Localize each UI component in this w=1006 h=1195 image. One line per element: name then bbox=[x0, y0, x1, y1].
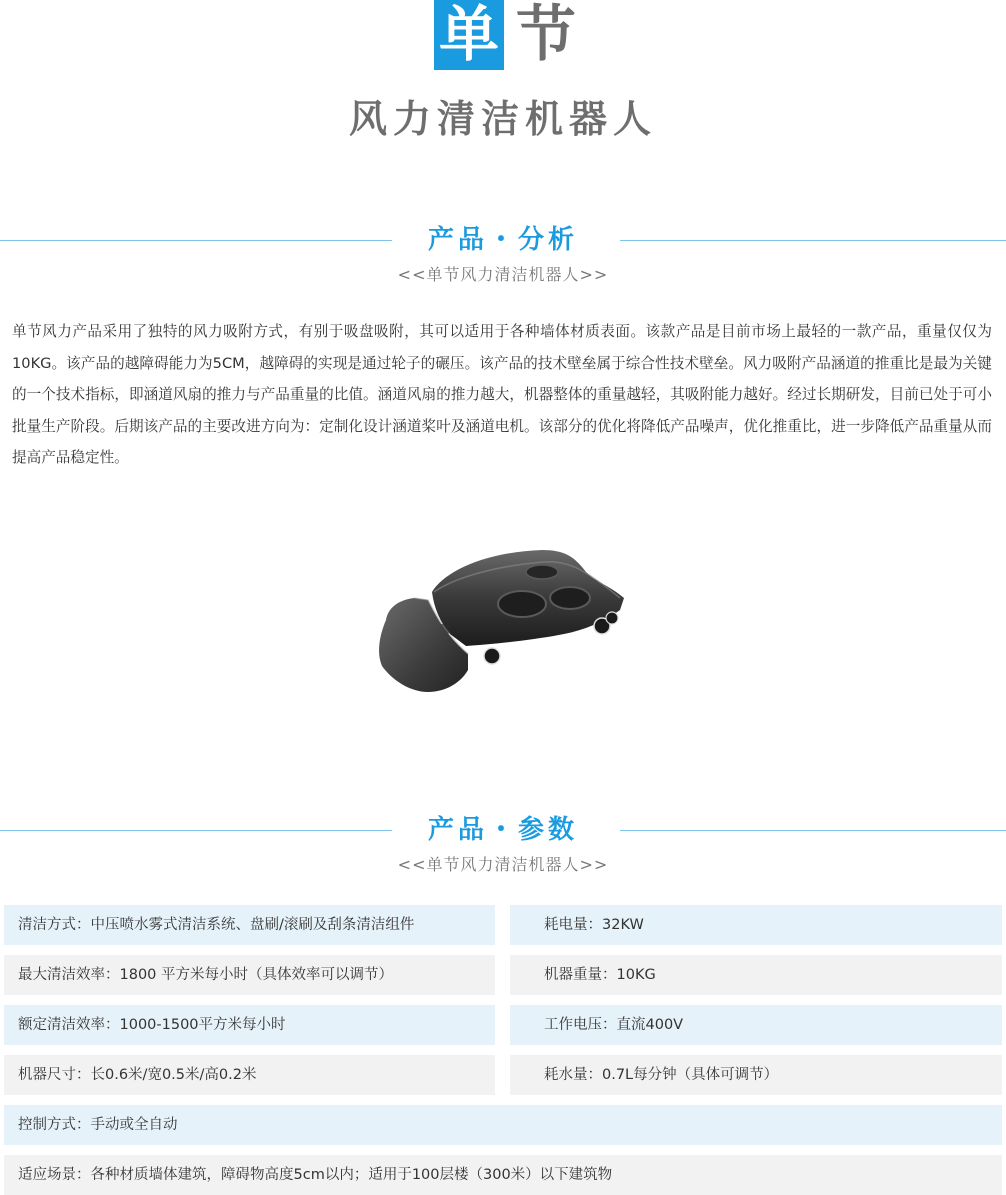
spec-max-efficiency: 最大清洁效率：1800 平方米每小时（具体效率可以调节） bbox=[4, 955, 495, 995]
spec-rated-efficiency: 额定清洁效率：1000-1500平方米每小时 bbox=[4, 1005, 495, 1045]
analysis-title: 产品・分析 bbox=[427, 225, 578, 255]
params-section-header bbox=[0, 812, 1006, 878]
spec-dimensions: 机器尺寸：长0.6米/宽0.5米/高0.2米 bbox=[4, 1055, 495, 1095]
page-subtitle: 风力清洁机器人 bbox=[348, 96, 657, 141]
spec-power-consumption: 耗电量：32KW bbox=[510, 905, 1002, 945]
params-subtitle: <<单节风力清洁机器人>> bbox=[397, 855, 609, 874]
analysis-paragraph: 单节风力产品采用了独特的风力吸附方式，有别于吸盘吸附，其可以适用于各种墙体材质表面。该款产品是目前市场上最轻的一款产品，重量仅仅为10KG。该产品的越障碍能力为5CM，越障碍的实现是通过轮子的碾压。该产品的技术壁垒属于综合性技术壁垒。风力吸附产品涵道的推重比是最为关键的一个技术指标，即涵道风扇的推力与产品重量的比值。涵道风扇的推力越大，机器整体的重量越轻，其吸附能力越好。经过长期研发，目前已处于可小批量生产阶段。后期该产品的主要改进方向为：定制化设计涵道桨叶及涵道电机。该部分的优化将降低产品噪声，优化推重比，进一步降低产品重量从而提高产品稳定性。 bbox=[12, 323, 992, 466]
spec-water-consumption: 耗水量：0.7L每分钟（具体可调节） bbox=[510, 1055, 1002, 1095]
spec-control-mode: 控制方式：手动或全自动 bbox=[4, 1105, 1002, 1145]
params-title: 产品・参数 bbox=[427, 815, 578, 845]
spec-cleaning-method: 清洁方式：中压喷水雾式清洁系统、盘刷/滚刷及刮条清洁组件 bbox=[4, 905, 495, 945]
spec-weight: 机器重量：10KG bbox=[510, 955, 1002, 995]
page-title bbox=[434, 0, 576, 70]
spec-application-scenario: 适应场景：各种材质墙体建筑，障碍物高度5cm以内；适用于100层楼（300米）以下建筑物 bbox=[4, 1155, 1002, 1195]
title-highlight-char: 单 bbox=[434, 0, 504, 70]
spec-voltage: 工作电压：直流400V bbox=[510, 1005, 1002, 1045]
analysis-section-header bbox=[0, 222, 1006, 288]
title-char: 节 bbox=[516, 0, 576, 70]
analysis-subtitle: <<单节风力清洁机器人>> bbox=[397, 265, 609, 284]
robot-product-image bbox=[374, 542, 630, 696]
hero-header bbox=[0, 0, 1006, 140]
